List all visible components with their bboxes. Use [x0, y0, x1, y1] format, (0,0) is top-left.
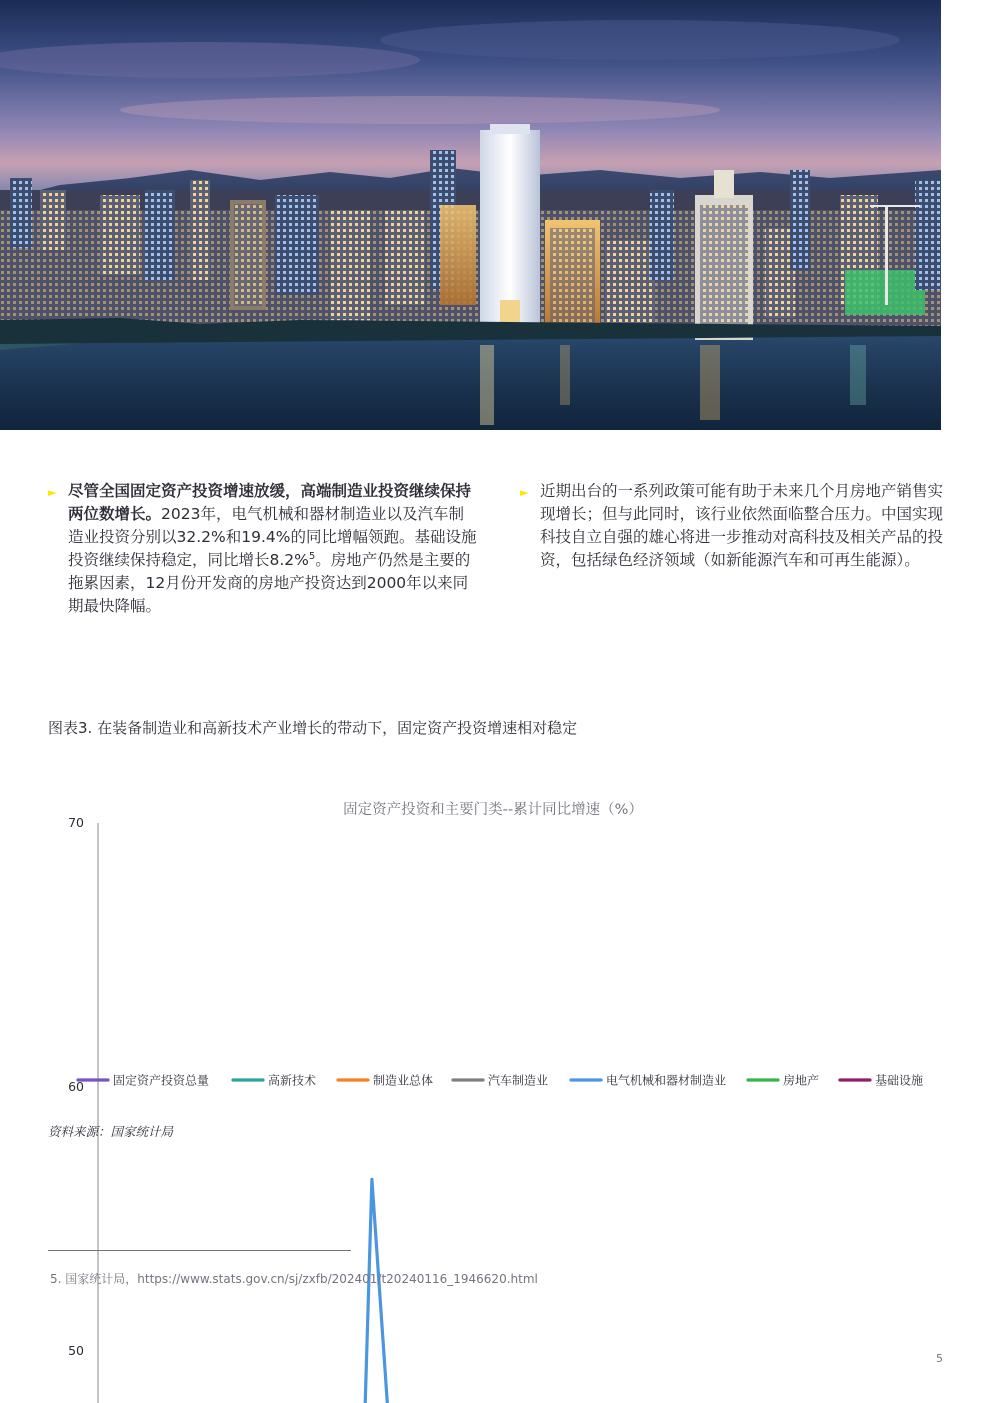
- hero-photo: [0, 0, 941, 430]
- bullet-bold-lead: 尽管全国固定资产投资增速放缓，高端制造业投资继续保持两位数增长。: [68, 482, 472, 523]
- bullet-item: [520, 480, 950, 572]
- y-tick-label: 50: [68, 1343, 84, 1358]
- legend-label: 基础设施: [875, 1073, 924, 1088]
- chart-legend: [78, 1073, 923, 1088]
- legend-label: 高新技术: [268, 1073, 317, 1088]
- bullet-text: 近期出台的一系列政策可能有助于未来几个月房地产销售实现增长；但与此同时，该行业依然面临整合压力。中国实现科技自立自强的雄心将进一步推动对高科技及相关产品的投资，包括绿色经济领域（如新能源汽车和可再生能源）。: [540, 482, 944, 569]
- series-lines: [110, 1179, 922, 1403]
- legend-label: 房地产: [783, 1073, 820, 1088]
- series-line: [110, 1179, 922, 1403]
- page-number: 5: [936, 1352, 943, 1365]
- footnote[interactable]: 5. 国家统计局，https://www.stats.gov.cn/sj/zxfb/202401/t20240116_1946620.html: [50, 1272, 538, 1286]
- legend-item: [453, 1073, 548, 1088]
- legend-item: [338, 1073, 433, 1088]
- figure-caption: 图表3. 在装备制造业和高新技术产业增长的带动下，固定资产投资增速相对稳定: [48, 719, 578, 737]
- source-note: 资料来源：国家统计局: [48, 1124, 174, 1139]
- legend-label: 制造业总体: [373, 1073, 434, 1088]
- bullet-text: [68, 480, 478, 618]
- chart-title: 固定资产投资和主要门类--累计同比增速（%）: [343, 802, 643, 818]
- y-axis: [58, 815, 98, 1403]
- legend-item: [748, 1073, 819, 1088]
- y-tick-label: 60: [68, 1079, 84, 1094]
- legend-item: [233, 1073, 316, 1088]
- bullet-item: [48, 480, 478, 618]
- footnote-reference[interactable]: 5: [308, 550, 316, 562]
- bullet-body: 2023年，电气机械和器材制造业以及汽车制造业投资分别以32.2%和19.4%的同比增幅领跑。基础设施投资继续保持稳定，同比增长8.2%: [68, 505, 477, 569]
- legend-label: 固定资产投资总量: [113, 1073, 210, 1088]
- legend-label: 汽车制造业: [488, 1073, 549, 1088]
- bullet-triangle-icon: ►: [520, 486, 529, 499]
- bullet-triangle-icon: ►: [48, 486, 57, 499]
- y-tick-label: 70: [68, 815, 84, 830]
- legend-item: [571, 1073, 726, 1088]
- city-skyline-photo-icon: [0, 0, 941, 430]
- left-column: [48, 480, 478, 618]
- legend-item: [840, 1073, 923, 1088]
- footnote-divider: [48, 1250, 351, 1251]
- bullet-body-continued: 。房地产仍然是主要的拖累因素，12月份开发商的房地产投资达到2000年以来同期最快降幅。: [68, 551, 471, 615]
- right-column: [520, 480, 950, 572]
- legend-label: 电气机械和器材制造业: [606, 1073, 727, 1088]
